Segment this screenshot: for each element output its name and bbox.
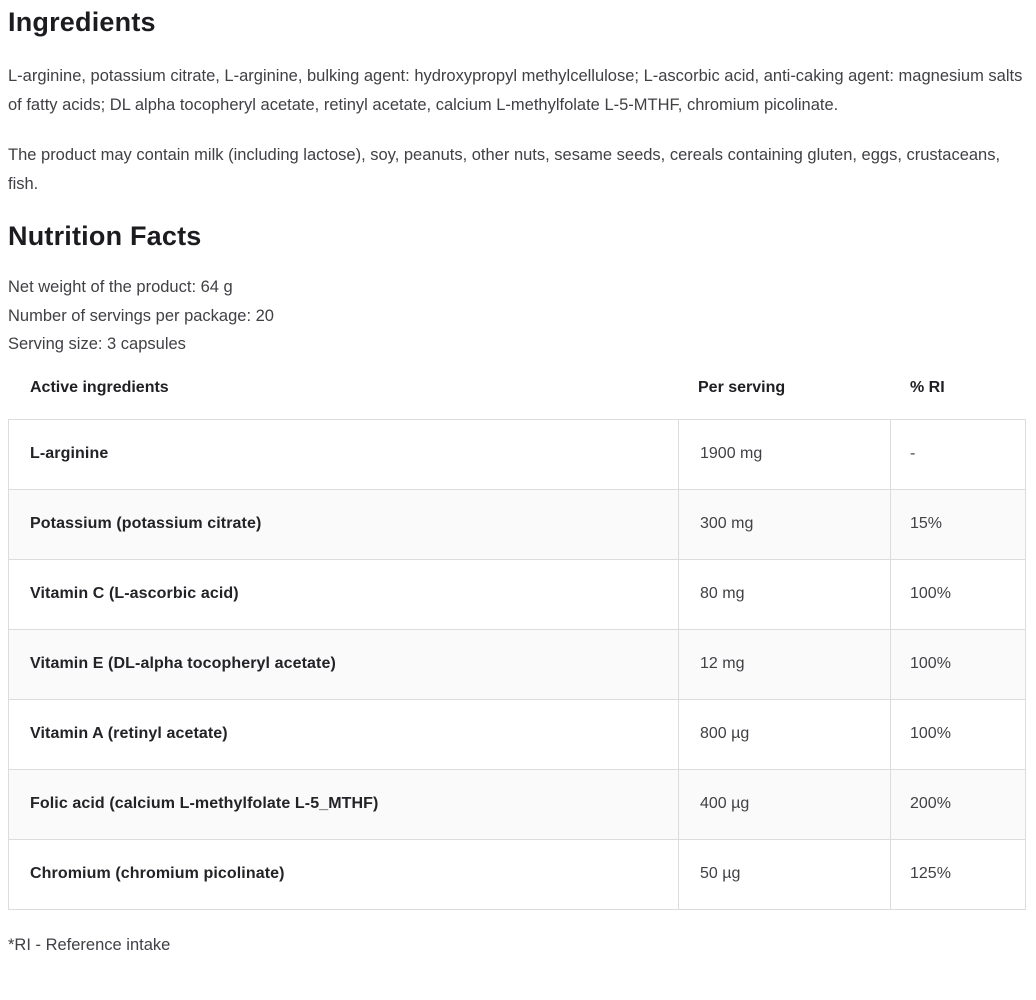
column-header-per-serving: Per serving — [698, 378, 786, 396]
ingredient-cell: Vitamin C (L-ascorbic acid) — [9, 559, 679, 629]
table-row — [9, 419, 1026, 489]
table-row — [9, 489, 1026, 559]
net-weight-line: Net weight of the product: 64 g — [8, 278, 233, 296]
ri-cell: - — [891, 419, 1026, 489]
ri-cell: 125% — [891, 839, 1026, 909]
ingredient-cell: Vitamin E (DL-alpha tocopheryl acetate) — [9, 629, 679, 699]
column-header-ri: % RI — [910, 378, 945, 396]
ingredient-cell: L-arginine — [9, 419, 679, 489]
allergen-warning-text: The product may contain milk (including lactose), soy, peanuts, other nuts, sesame seeds, cereals containing gluten, eggs, crustaceans, fish. — [8, 146, 1001, 193]
table-row — [9, 629, 1026, 699]
ri-cell: 15% — [891, 489, 1026, 559]
ingredient-cell: Chromium (chromium picolinate) — [9, 839, 679, 909]
ri-cell: 100% — [891, 559, 1026, 629]
ingredients-title: Ingredients — [8, 7, 156, 37]
table-row — [9, 559, 1026, 629]
reference-intake-footnote: *RI - Reference intake — [8, 935, 171, 954]
per-serving-cell: 50 µg — [679, 839, 891, 909]
column-header-active-ingredients: Active ingredients — [30, 378, 169, 396]
per-serving-cell: 1900 mg — [679, 419, 891, 489]
ingredients-composition-text: L-arginine, potassium citrate, L-arginine, bulking agent: hydroxypropyl methylcellulose; L-ascorbic acid, anti-caking agent: magnesium salts of fatty acids; DL alpha tocopheryl acetate, retinyl acetate, calcium L-methylfolate L-5-MTHF, chromium picolinate. — [8, 67, 1023, 114]
ri-cell: 100% — [891, 629, 1026, 699]
per-serving-cell: 12 mg — [679, 629, 891, 699]
per-serving-cell: 80 mg — [679, 559, 891, 629]
ri-cell: 100% — [891, 699, 1026, 769]
ingredient-cell: Folic acid (calcium L-methylfolate L-5_MTHF) — [9, 769, 679, 839]
table-row — [9, 769, 1026, 839]
servings-per-package-line: Number of servings per package: 20 — [8, 306, 274, 325]
nutrition-table — [8, 419, 1026, 910]
serving-size-line: Serving size: 3 capsules — [8, 335, 186, 354]
serving-info — [8, 273, 1028, 359]
table-row — [9, 839, 1026, 909]
table-row — [9, 699, 1026, 769]
nutrition-table-header — [8, 379, 1028, 397]
nutrition-facts-title: Nutrition Facts — [8, 221, 202, 251]
per-serving-cell: 400 µg — [679, 769, 891, 839]
ri-cell: 200% — [891, 769, 1026, 839]
ingredient-cell: Potassium (potassium citrate) — [9, 489, 679, 559]
ingredient-cell: Vitamin A (retinyl acetate) — [9, 699, 679, 769]
per-serving-cell: 800 µg — [679, 699, 891, 769]
per-serving-cell: 300 mg — [679, 489, 891, 559]
